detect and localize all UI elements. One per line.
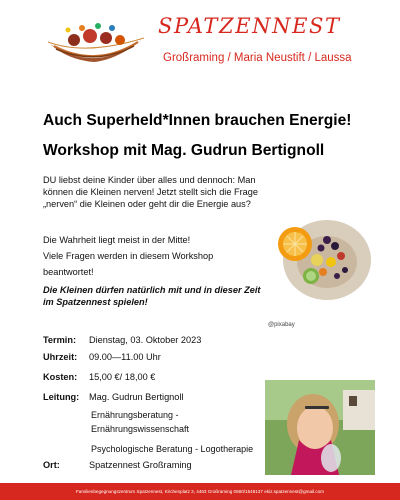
kids-note: Die Kleinen dürfen natürlich mit und in dieser Zeit im Spatzennest spielen! [43, 285, 261, 307]
termin-value: Dienstag, 03. Oktober 2023 [89, 335, 202, 345]
qualification-1: Ernährungsberatung - [91, 410, 179, 420]
nest-logo [46, 16, 146, 72]
brand-name: SPATZENNEST [158, 14, 341, 38]
qualification-3: Psychologische Beratung - Logotherapie [91, 444, 254, 454]
truth-line: Die Wahrheit liegt meist in der Mitte! [43, 235, 191, 245]
questions-line-2: beantwortet! [43, 267, 94, 277]
kosten-value: 15,00 €/ 18,00 € [89, 372, 156, 382]
photo-credit: @pixabay [268, 322, 295, 328]
kosten-label: Kosten: [43, 372, 78, 382]
questions-line-1: Viele Fragen werden in diesem Workshop [43, 251, 214, 261]
qualification-2: Ernährungswissenschaft [91, 424, 190, 434]
locations-subtitle: Großraming / Maria Neustift / Laussa [163, 52, 352, 64]
leitung-value: Mag. Gudrun Bertignoll [89, 392, 184, 402]
uhrzeit-value: 09.00—11.00 Uhr [89, 352, 161, 362]
headline: Auch Superheld*Innen brauchen Energie! [43, 112, 352, 129]
footer-bar: Familienbegegnungszentrum Spatzennest, Kirchenplatz 3, 4463 Großraming 0680/1546137 ekiz.spatzennest@gmail.com [0, 483, 400, 500]
ort-value: Spatzennest Großraming [89, 460, 192, 470]
intro-paragraph: DU liebst deine Kinder über alles und dennoch: Man können die Kleinen nerven! Jetzt stellt sich die Frage „nerven“ die Kleinen oder geht dir die Energie aus? [43, 175, 259, 209]
food-bowl-photo [265, 212, 373, 312]
workshop-title: Workshop mit Mag. Gudrun Bertignoll [43, 142, 325, 159]
ort-label: Ort: [43, 460, 60, 470]
uhrzeit-label: Uhrzeit: [43, 352, 78, 362]
termin-label: Termin: [43, 335, 77, 345]
portrait-photo [265, 380, 375, 475]
leitung-label: Leitung: [43, 392, 80, 402]
